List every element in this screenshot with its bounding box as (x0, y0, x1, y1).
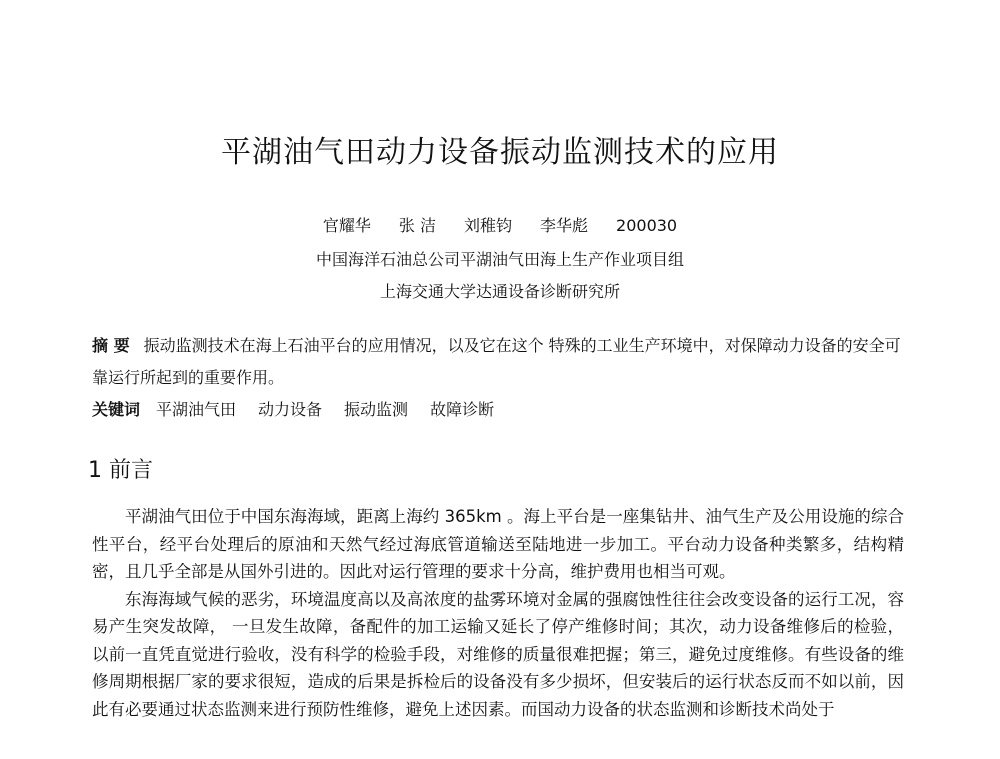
keyword: 平湖油气田 (156, 400, 237, 419)
keywords-label: 关键词 (92, 400, 141, 419)
section-heading: 1 前言 (88, 458, 153, 483)
affiliation: 上海交通大学达通设备诊断研究所 (379, 282, 620, 301)
author-name: 张 洁 (398, 216, 436, 235)
affiliation: 中国海洋石油总公司平湖油气田海上生产作业项目组 (315, 250, 684, 269)
abstract (92, 330, 912, 394)
keyword: 振动监测 (344, 400, 409, 419)
paper-title: 平湖油气田动力设备振动监测技术的应用 (221, 135, 779, 170)
keyword: 故障诊断 (430, 400, 495, 419)
postal-code: 200030 (616, 216, 678, 235)
author-name: 刘稚钧 (464, 216, 513, 235)
abstract-text: 振动监测技术在海上石油平台的应用情况，以及它在这个 特殊的工业生产环境中，对保障动力设备的安全可靠运行所起到的重要作用。 (92, 336, 901, 387)
keywords (92, 396, 912, 424)
author-name: 官耀华 (322, 216, 371, 235)
keyword: 动力设备 (258, 400, 323, 419)
author-name: 李华彪 (540, 216, 589, 235)
body-text (92, 503, 904, 723)
paragraph: 平湖油气田位于中国东海海域，距离上海约 365km 。海上平台是一座集钻井、油气生产及公用设施的综合性平台，经平台处理后的原油和天然气经过海底管道输送至陆地进一步加工。平台动力设备种类繁多，结构精密，且几乎全部是从国外引进的。因此对运行管理的要求十分高，维护费用也相当可观。 (92, 507, 904, 581)
paragraph: 东海海域气候的恶劣，环境温度高以及高浓度的盐雾环境对金属的强腐蚀性往往会改变设备的运行工况，容易产生突发故障， 一旦发生故障，备配件的加工运输又延长了停产维修时间；其次，动力设备维修后的检验，以前一直凭直觉进行验收，没有科学的检验手段，对维修的质量很难把握；第三，避免过度维修。有些设备的维修周期根据厂家的要求很短，造成的后果是拆检后的设备没有多少损坏，但安装后的运行状态反而不如以前，因此有必要通过状态监测来进行预防性维修，避免上述因素。而国动力设备的状态监测和诊断技术尚处于 (92, 589, 904, 719)
abstract-label: 摘 要 (92, 336, 130, 355)
author-line (0, 214, 1000, 238)
